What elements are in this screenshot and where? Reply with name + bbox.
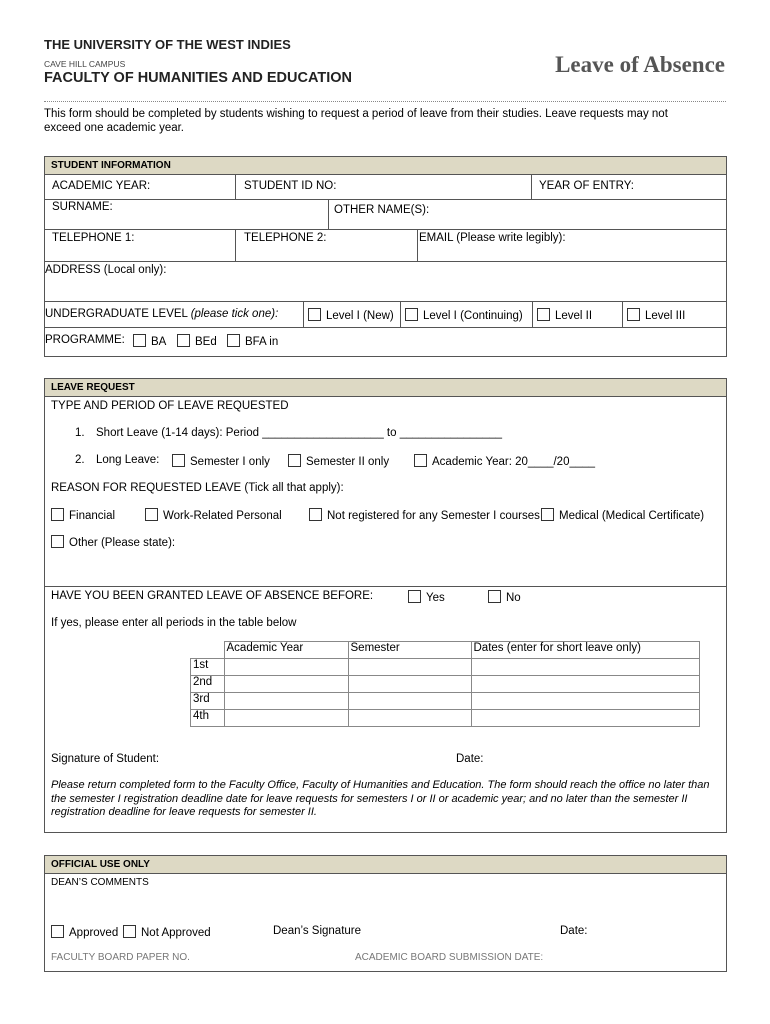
leave-type-and-reason — [45, 397, 726, 587]
academic-year-label: ACADEMIC YEAR: — [52, 180, 151, 192]
document-title: Leave of Absence — [555, 52, 725, 77]
student-signature-field[interactable]: Signature of Student: — [51, 753, 160, 765]
checkbox-icon[interactable] — [227, 334, 240, 347]
checkbox-icon[interactable] — [177, 334, 190, 347]
campus-name: CAVE HILL CAMPUS — [44, 59, 126, 69]
table-cell[interactable] — [471, 710, 699, 727]
telephone1-label: TELEPHONE 1: — [52, 232, 135, 244]
checkbox-icon[interactable] — [51, 535, 64, 548]
leave-request-section — [44, 378, 727, 833]
other-names-field[interactable] — [328, 200, 726, 229]
reason-medical-option[interactable]: Medical (Medical Certificate) — [541, 508, 704, 522]
table-row — [191, 710, 700, 727]
level-1-new-option[interactable] — [303, 302, 401, 327]
table-cell[interactable] — [224, 659, 348, 676]
reason-not-registered-option[interactable]: Not registered for any Semester I courses — [309, 508, 540, 522]
return-instructions: Please return completed form to the Faculty Office, Faculty of Humanities and Education. The form should reach the office no later than the semester I registration deadline date for leave requests for semesters I or II or academic year; and no later than the semester II registration deadline for leave requests for semester II. — [51, 779, 710, 818]
checkbox-icon[interactable] — [123, 925, 136, 938]
university-name: THE UNIVERSITY OF THE WEST INDIES — [44, 37, 291, 52]
granted-no-option[interactable]: No — [488, 590, 521, 604]
level-option-label: Level I (Continuing) — [423, 310, 523, 322]
row-label: 1st — [191, 659, 225, 676]
checkbox-icon[interactable] — [133, 334, 146, 347]
table-cell[interactable] — [348, 693, 471, 710]
semester-2-only-option[interactable]: Semester II only — [288, 454, 389, 468]
long-leave-label: Long Leave: — [96, 454, 160, 466]
checkbox-icon[interactable] — [145, 508, 158, 521]
row-academic-year — [45, 175, 726, 200]
short-leave-period-field[interactable]: Short Leave (1-14 days): Period ___________________ to ________________ — [96, 427, 503, 439]
ug-level-hint: (please tick one): — [190, 308, 279, 320]
granted-yes-option[interactable]: Yes — [408, 590, 445, 604]
surname-field[interactable] — [45, 200, 328, 229]
reason-heading: REASON FOR REQUESTED LEAVE (Tick all that apply): — [51, 482, 344, 494]
programme-label: PROGRAMME: — [45, 334, 125, 346]
level-option-label: Level III — [645, 310, 686, 322]
row-programme — [45, 328, 726, 356]
student-information-section — [44, 156, 727, 357]
level-2-option[interactable] — [532, 302, 623, 327]
official-use-section — [44, 855, 727, 972]
checkbox-icon[interactable] — [488, 590, 501, 603]
faculty-board-paper-field[interactable]: FACULTY BOARD PAPER NO. — [51, 952, 190, 963]
student-id-field[interactable] — [235, 175, 532, 199]
other-names-label: OTHER NAME(S): — [334, 204, 430, 216]
academic-year-field[interactable] — [45, 175, 235, 199]
level-3-option[interactable] — [622, 302, 726, 327]
level-1-continuing-option[interactable] — [400, 302, 533, 327]
table-cell[interactable] — [348, 676, 471, 693]
row-telephone — [45, 230, 726, 262]
reason-work-related-option[interactable]: Work-Related Personal — [145, 508, 282, 522]
checkbox-icon[interactable] — [51, 925, 64, 938]
year-of-entry-field[interactable] — [531, 175, 726, 199]
section-heading: LEAVE REQUEST — [45, 379, 726, 397]
row-undergraduate-level — [45, 302, 726, 328]
programme-ba-option[interactable]: BA — [133, 334, 166, 348]
checkbox-icon[interactable] — [414, 454, 427, 467]
table-row — [191, 693, 700, 710]
address-label: ADDRESS (Local only): — [45, 264, 167, 276]
table-header-row — [191, 642, 700, 659]
reason-financial-option[interactable]: Financial — [51, 508, 115, 522]
row-surname — [45, 200, 726, 230]
checkbox-icon[interactable] — [627, 308, 640, 321]
programme-bfa-option[interactable]: BFA in — [227, 334, 278, 348]
column-header: Semester — [348, 642, 471, 659]
approved-option[interactable]: Approved — [51, 925, 118, 939]
checkbox-icon[interactable] — [288, 454, 301, 467]
deans-signature-field[interactable]: Dean’s Signature — [273, 925, 362, 937]
intro-text: This form should be completed by students wishing to request a period of leave from their studies. Leave requests may not exceed one academic year. — [44, 108, 668, 134]
if-yes-instruction: If yes, please enter all periods in the table below — [51, 617, 297, 629]
header-divider — [44, 101, 726, 102]
address-field[interactable] — [45, 262, 726, 302]
table-cell[interactable] — [471, 659, 699, 676]
ug-level-label: UNDERGRADUATE LEVEL — [45, 308, 191, 320]
section-heading: STUDENT INFORMATION — [45, 157, 726, 175]
leave-type-heading: TYPE AND PERIOD OF LEAVE REQUESTED — [51, 400, 289, 412]
row-label: 4th — [191, 710, 225, 727]
surname-label: SURNAME: — [52, 201, 113, 213]
checkbox-icon[interactable] — [405, 308, 418, 321]
checkbox-icon[interactable] — [537, 308, 550, 321]
level-option-label: Level II — [555, 310, 593, 322]
telephone2-field[interactable] — [235, 230, 418, 261]
checkbox-icon[interactable] — [308, 308, 321, 321]
table-row — [191, 676, 700, 693]
column-header: Academic Year — [224, 642, 348, 659]
row-label: 3rd — [191, 693, 225, 710]
semester-1-only-option[interactable]: Semester I only — [172, 454, 270, 468]
academic-board-date-field[interactable]: ACADEMIC BOARD SUBMISSION DATE: — [355, 952, 544, 963]
checkbox-icon[interactable] — [541, 508, 554, 521]
email-label: EMAIL (Please write legibly): — [419, 232, 566, 244]
short-leave-number: 1. — [75, 427, 85, 439]
checkbox-icon[interactable] — [309, 508, 322, 521]
table-cell[interactable] — [471, 693, 699, 710]
faculty-name: FACULTY OF HUMANITIES AND EDUCATION — [44, 70, 352, 86]
table-row — [191, 659, 700, 676]
year-of-entry-label: YEAR OF ENTRY: — [539, 180, 635, 192]
telephone1-field[interactable] — [45, 230, 235, 261]
reason-other-option[interactable]: Other (Please state): — [51, 535, 175, 549]
table-cell[interactable] — [224, 676, 348, 693]
column-header: Dates (enter for short leave only) — [471, 642, 699, 659]
long-leave-number: 2. — [75, 454, 85, 466]
row-label: 2nd — [191, 676, 225, 693]
table-cell[interactable] — [348, 710, 471, 727]
not-approved-option[interactable]: Not Approved — [123, 925, 211, 939]
student-date-field[interactable]: Date: — [456, 753, 484, 765]
telephone2-label: TELEPHONE 2: — [244, 232, 327, 244]
checkbox-icon[interactable] — [408, 590, 421, 603]
previous-leave-table — [190, 641, 700, 727]
student-id-label: STUDENT ID NO: — [244, 180, 337, 192]
deans-comments-label: DEAN’S COMMENTS — [51, 877, 149, 888]
table-cell[interactable] — [348, 659, 471, 676]
academic-year-option[interactable]: Academic Year: 20____/20____ — [414, 454, 595, 468]
table-cell[interactable] — [224, 710, 348, 727]
table-cell[interactable] — [224, 693, 348, 710]
email-field[interactable] — [417, 230, 726, 261]
official-date-field[interactable]: Date: — [560, 925, 588, 937]
checkbox-icon[interactable] — [51, 508, 64, 521]
programme-bed-option[interactable]: BEd — [177, 334, 217, 348]
table-cell[interactable] — [471, 676, 699, 693]
granted-before-question: HAVE YOU BEEN GRANTED LEAVE OF ABSENCE BEFORE: — [51, 590, 374, 602]
checkbox-icon[interactable] — [172, 454, 185, 467]
section-heading: OFFICIAL USE ONLY — [45, 856, 726, 874]
level-option-label: Level I (New) — [326, 310, 394, 322]
